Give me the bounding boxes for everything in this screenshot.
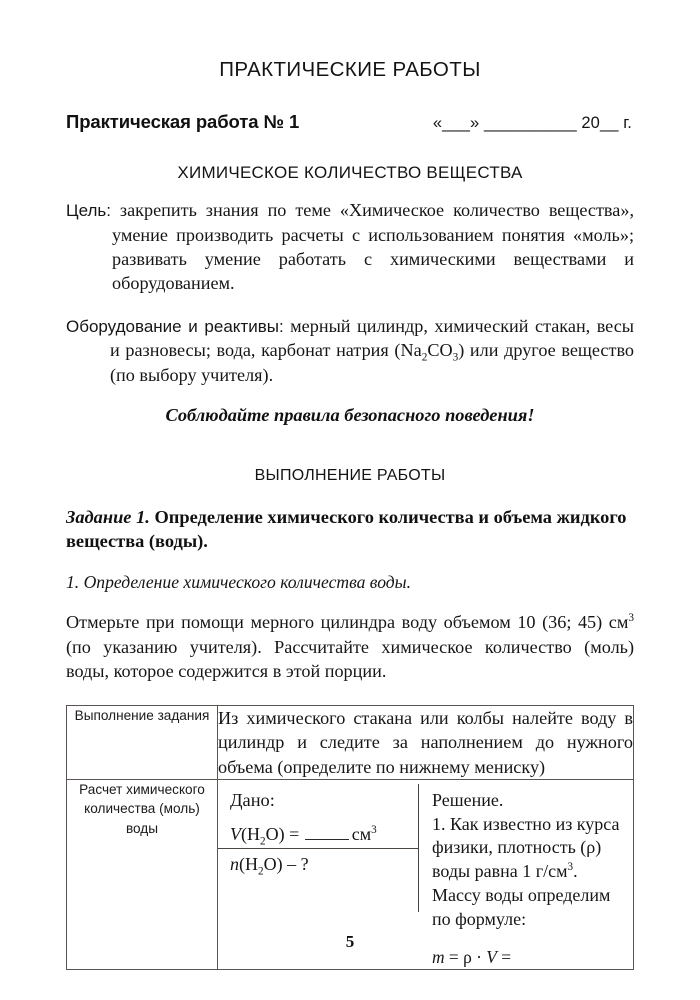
formula-equals-tail: = xyxy=(496,947,512,968)
given-volume-sub: 2 xyxy=(260,835,266,848)
solution-text-part1: 1. Как известно из курса физики, плотность (ρ) воды равна 1 г/см xyxy=(432,813,620,882)
equipment-paragraph xyxy=(66,314,634,387)
calculation-divider xyxy=(418,784,419,912)
task-title: Определение химического количества и объема жидкого вещества (воды). xyxy=(66,506,627,551)
date-blank-line: «___» __________ 20__ г. xyxy=(432,114,632,132)
given-amount-line xyxy=(230,849,410,878)
given-amount-var: n xyxy=(230,853,239,874)
formula-element-co: CO xyxy=(427,340,453,361)
row-content-execution: Из химического стакана или колбы налейте воду в цилиндр и следите за наполнением до нужного объема (определите по нижнему мениску) xyxy=(218,706,634,780)
table-row xyxy=(67,706,634,780)
task-label: Задание 1. xyxy=(66,506,150,527)
formula-mass-symbol: m xyxy=(432,947,445,968)
given-body xyxy=(230,823,410,878)
task-instruction xyxy=(66,610,634,683)
sodium-carbonate-formula xyxy=(400,340,459,365)
formula-density-part: = ρ · xyxy=(444,947,487,968)
given-volume-unit: см xyxy=(351,823,372,844)
worksheet-table xyxy=(66,705,634,970)
instruction-text-part1: Отмерьте при помощи мерного цилиндра воду объемом 10 (36; 45) см xyxy=(66,612,629,633)
formula-sub-3: 3 xyxy=(452,352,459,365)
formula-volume-symbol: V xyxy=(486,947,497,968)
solution-superscript: 3 xyxy=(567,861,574,874)
solution-text xyxy=(432,813,623,932)
worksheet-table-wrapper xyxy=(66,705,634,970)
topic-heading: ХИМИЧЕСКОЕ КОЛИЧЕСТВО ВЕЩЕСТВА xyxy=(177,163,523,182)
given-amount-open: (H xyxy=(239,853,258,874)
subtask-heading: 1. Определение химического количества воды. xyxy=(66,571,411,592)
instruction-text-part2: (по указанию учителя). Рассчитайте химическое количество (моль) воды, которое содержится в этой порции. xyxy=(66,636,634,681)
goal-paragraph xyxy=(66,198,634,296)
given-volume-close: O) = xyxy=(265,823,304,844)
solution-title: Решение. xyxy=(432,789,504,810)
given-volume-line xyxy=(230,824,410,848)
volume-blank-field[interactable] xyxy=(305,839,349,840)
practical-work-title: Практическая работа № 1 xyxy=(66,111,300,132)
given-amount-close: O) – ? xyxy=(263,853,309,874)
formula-element-na: Na xyxy=(400,340,422,361)
solution-text-part2: . Массу воды определим по формуле: xyxy=(432,861,611,929)
row-label-calculation: Расчет химического количества (моль) воды xyxy=(67,779,218,969)
given-amount-sub: 2 xyxy=(258,865,264,878)
goal-label: Цель: xyxy=(66,201,111,220)
goal-text: закрепить знания по теме «Химическое количество вещества», умение производить расчеты с использованием понятия «моль»; развивать умение работать с химическими веществами и оборудованием. xyxy=(112,200,634,294)
given-volume-open: (H xyxy=(241,823,260,844)
equipment-label: Оборудование и реактивы: xyxy=(66,316,284,336)
task-heading xyxy=(66,506,634,554)
row-label-execution: Выполнение задания xyxy=(67,706,218,780)
page-content xyxy=(66,0,634,970)
safety-note: Соблюдайте правила безопасного поведения! xyxy=(165,405,535,426)
page-number: 5 xyxy=(345,932,355,951)
given-title: Дано: xyxy=(230,789,275,810)
given-volume-unit-sup: 3 xyxy=(371,823,377,836)
equipment-text-after: ) или другое вещество (по выбору учителя). xyxy=(110,340,635,385)
page-title: ПРАКТИЧЕСКИЕ РАБОТЫ xyxy=(219,58,481,81)
given-volume-var: V xyxy=(230,823,241,844)
equipment-text-before: мерный цилиндр, химический стакан, весы и разновесы; вода, карбонат натрия ( xyxy=(110,315,635,361)
work-header-row xyxy=(66,111,634,133)
formula-sub-2: 2 xyxy=(421,352,428,365)
instruction-superscript: 3 xyxy=(628,612,634,625)
section-heading-execution: ВЫПОЛНЕНИЕ РАБОТЫ xyxy=(254,466,446,484)
